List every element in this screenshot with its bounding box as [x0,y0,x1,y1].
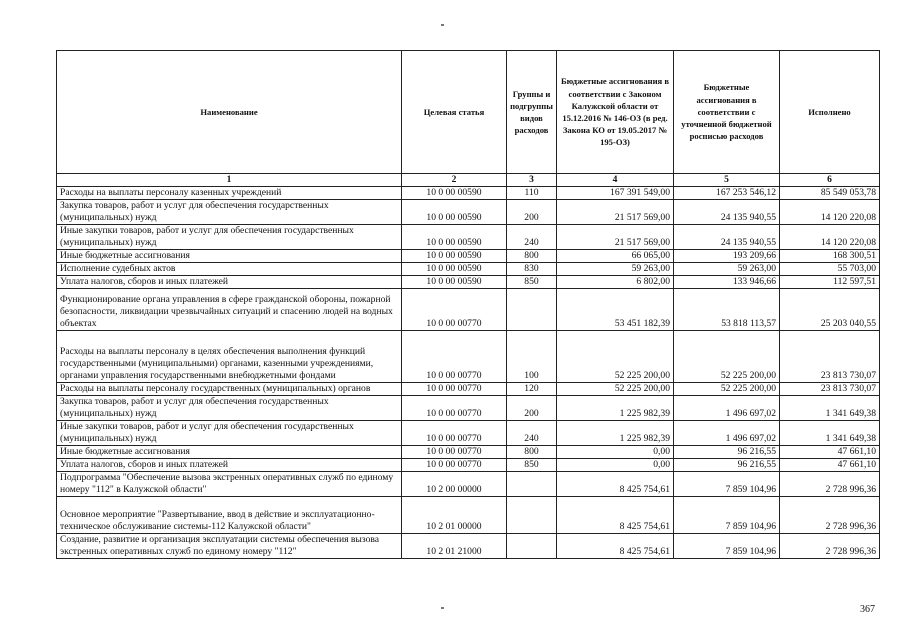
row-revised-allocation: 53 818 113,57 [674,289,780,331]
row-executed: 14 120 220,08 [780,200,880,225]
row-executed: 55 703,00 [780,263,880,276]
row-name: Расходы на выплаты персоналу казенных учреждений [57,187,402,200]
row-target-article: 10 0 00 00770 [402,396,507,421]
column-index-row [57,174,880,187]
row-executed: 47 661,10 [780,446,880,459]
row-expense-group: 200 [507,200,557,225]
row-expense-group: 800 [507,446,557,459]
row-name: Расходы на выплаты персоналу государственных (муниципальных) органов [57,383,402,396]
row-expense-group: 100 [507,331,557,383]
row-executed: 47 661,10 [780,459,880,472]
row-expense-group: 240 [507,225,557,250]
table-row [57,459,880,472]
row-name: Иные бюджетные ассигнования [57,446,402,459]
row-expense-group: 120 [507,383,557,396]
row-target-article: 10 0 00 00590 [402,263,507,276]
row-revised-allocation: 1 496 697,02 [674,421,780,446]
table-row [57,225,880,250]
table-row [57,497,880,534]
row-name: Функционирование органа управления в сфере гражданской обороны, пожарной безопасности, ликвидации чрезвычайных ситуаций и спасению людей на водных объектах [57,289,402,331]
row-law-allocation: 21 517 569,00 [557,200,674,225]
row-expense-group [507,497,557,534]
row-expense-group: 110 [507,187,557,200]
table-row [57,383,880,396]
row-target-article: 10 0 00 00770 [402,383,507,396]
row-law-allocation: 1 225 982,39 [557,421,674,446]
table-row [57,289,880,331]
row-target-article: 10 0 00 00590 [402,276,507,289]
row-target-article: 10 0 00 00770 [402,331,507,383]
row-law-allocation: 66 065,00 [557,250,674,263]
row-revised-allocation: 133 946,66 [674,276,780,289]
row-name: Закупка товаров, работ и услуг для обеспечения государственных (муниципальных) нужд [57,200,402,225]
row-law-allocation: 0,00 [557,459,674,472]
header-name: Наименование [57,51,402,174]
row-law-allocation: 6 802,00 [557,276,674,289]
row-name: Исполнение судебных актов [57,263,402,276]
row-expense-group: 800 [507,250,557,263]
page-number: 367 [860,604,875,615]
row-law-allocation: 53 451 182,39 [557,289,674,331]
row-target-article: 10 2 01 00000 [402,497,507,534]
table-row [57,331,880,383]
row-revised-allocation: 24 135 940,55 [674,200,780,225]
row-name: Расходы на выплаты персоналу в целях обеспечения выполнения функций государственными (муниципальными) органами, казенными учреждениями, органами управления государственными внебюджетными фондами [57,331,402,383]
row-executed: 168 300,51 [780,250,880,263]
row-law-allocation: 167 391 549,00 [557,187,674,200]
row-executed: 14 120 220,08 [780,225,880,250]
row-target-article: 10 0 00 00770 [402,459,507,472]
row-revised-allocation: 24 135 940,55 [674,225,780,250]
row-revised-allocation: 193 209,66 [674,250,780,263]
row-executed: 23 813 730,07 [780,331,880,383]
table-row [57,250,880,263]
row-law-allocation: 59 263,00 [557,263,674,276]
header-target-article: Целевая статья [402,51,507,174]
row-target-article: 10 0 00 00590 [402,250,507,263]
row-expense-group [507,289,557,331]
row-executed: 2 728 996,36 [780,497,880,534]
row-law-allocation: 0,00 [557,446,674,459]
table-row [57,276,880,289]
row-target-article: 10 0 00 00770 [402,421,507,446]
row-name: Основное мероприятие "Развертывание, ввод в действие и эксплуатационно-техническое обслуживание системы-112 Калужской области" [57,497,402,534]
row-revised-allocation: 7 859 104,96 [674,472,780,497]
row-revised-allocation: 1 496 697,02 [674,396,780,421]
column-index: 4 [557,174,674,187]
row-executed: 2 728 996,36 [780,472,880,497]
header-revised-allocations: Бюджетные ассигнования в соответствии с уточненной бюджетной росписью расходов [674,51,780,174]
row-expense-group: 850 [507,459,557,472]
row-executed: 112 597,51 [780,276,880,289]
row-name: Подпрограмма "Обеспечение вызова экстренных оперативных служб по единому номеру "112" в Калужской области" [57,472,402,497]
table-row [57,421,880,446]
column-index: 5 [674,174,780,187]
row-expense-group: 830 [507,263,557,276]
row-law-allocation: 21 517 569,00 [557,225,674,250]
header-executed: Исполнено [780,51,880,174]
row-target-article: 10 2 01 21000 [402,534,507,559]
row-law-allocation: 8 425 754,61 [557,534,674,559]
row-target-article: 10 0 00 00590 [402,200,507,225]
scan-mark-bottom [441,607,444,609]
row-law-allocation: 1 225 982,39 [557,396,674,421]
row-revised-allocation: 59 263,00 [674,263,780,276]
row-executed: 2 728 996,36 [780,534,880,559]
row-revised-allocation: 96 216,55 [674,446,780,459]
row-expense-group: 240 [507,421,557,446]
row-revised-allocation: 167 253 546,12 [674,187,780,200]
row-expense-group: 850 [507,276,557,289]
table-row [57,200,880,225]
row-revised-allocation: 96 216,55 [674,459,780,472]
row-expense-group: 200 [507,396,557,421]
row-name: Уплата налогов, сборов и иных платежей [57,459,402,472]
row-name: Иные закупки товаров, работ и услуг для обеспечения государственных (муниципальных) нужд [57,421,402,446]
row-name: Иные закупки товаров, работ и услуг для обеспечения государственных (муниципальных) нужд [57,225,402,250]
column-index: 6 [780,174,880,187]
row-revised-allocation: 7 859 104,96 [674,534,780,559]
row-name: Уплата налогов, сборов и иных платежей [57,276,402,289]
header-row [57,51,880,174]
row-executed: 1 341 649,38 [780,396,880,421]
row-name: Закупка товаров, работ и услуг для обеспечения государственных (муниципальных) нужд [57,396,402,421]
column-index: 3 [507,174,557,187]
row-revised-allocation: 7 859 104,96 [674,497,780,534]
header-expense-groups: Группы и подгруппы видов расходов [507,51,557,174]
row-law-allocation: 52 225 200,00 [557,331,674,383]
header-law-allocations: Бюджетные ассигнования в соответствии с Законом Калужской области от 15.12.2016 № 146-ОЗ (в ред. Закона КО от 19.05.2017 № 195-ОЗ) [557,51,674,174]
row-target-article: 10 2 00 00000 [402,472,507,497]
table-row [57,534,880,559]
scan-mark-top [441,24,444,26]
row-target-article: 10 0 00 00590 [402,187,507,200]
column-index: 2 [402,174,507,187]
row-law-allocation: 52 225 200,00 [557,383,674,396]
row-target-article: 10 0 00 00590 [402,225,507,250]
row-executed: 85 549 053,78 [780,187,880,200]
table-row [57,263,880,276]
row-target-article: 10 0 00 00770 [402,446,507,459]
table-row [57,396,880,421]
row-executed: 1 341 649,38 [780,421,880,446]
row-target-article: 10 0 00 00770 [402,289,507,331]
column-index: 1 [57,174,402,187]
row-revised-allocation: 52 225 200,00 [674,331,780,383]
row-name: Иные бюджетные ассигнования [57,250,402,263]
table-row [57,446,880,459]
row-expense-group [507,534,557,559]
row-law-allocation: 8 425 754,61 [557,472,674,497]
row-expense-group [507,472,557,497]
row-name: Создание, развитие и организация эксплуатации системы обеспечения вызова экстренных оперативных служб по единому номеру "112" [57,534,402,559]
row-executed: 23 813 730,07 [780,383,880,396]
row-law-allocation: 8 425 754,61 [557,497,674,534]
table-row [57,472,880,497]
row-revised-allocation: 52 225 200,00 [674,383,780,396]
row-executed: 25 203 040,55 [780,289,880,331]
table-row [57,187,880,200]
budget-execution-table [56,50,880,559]
